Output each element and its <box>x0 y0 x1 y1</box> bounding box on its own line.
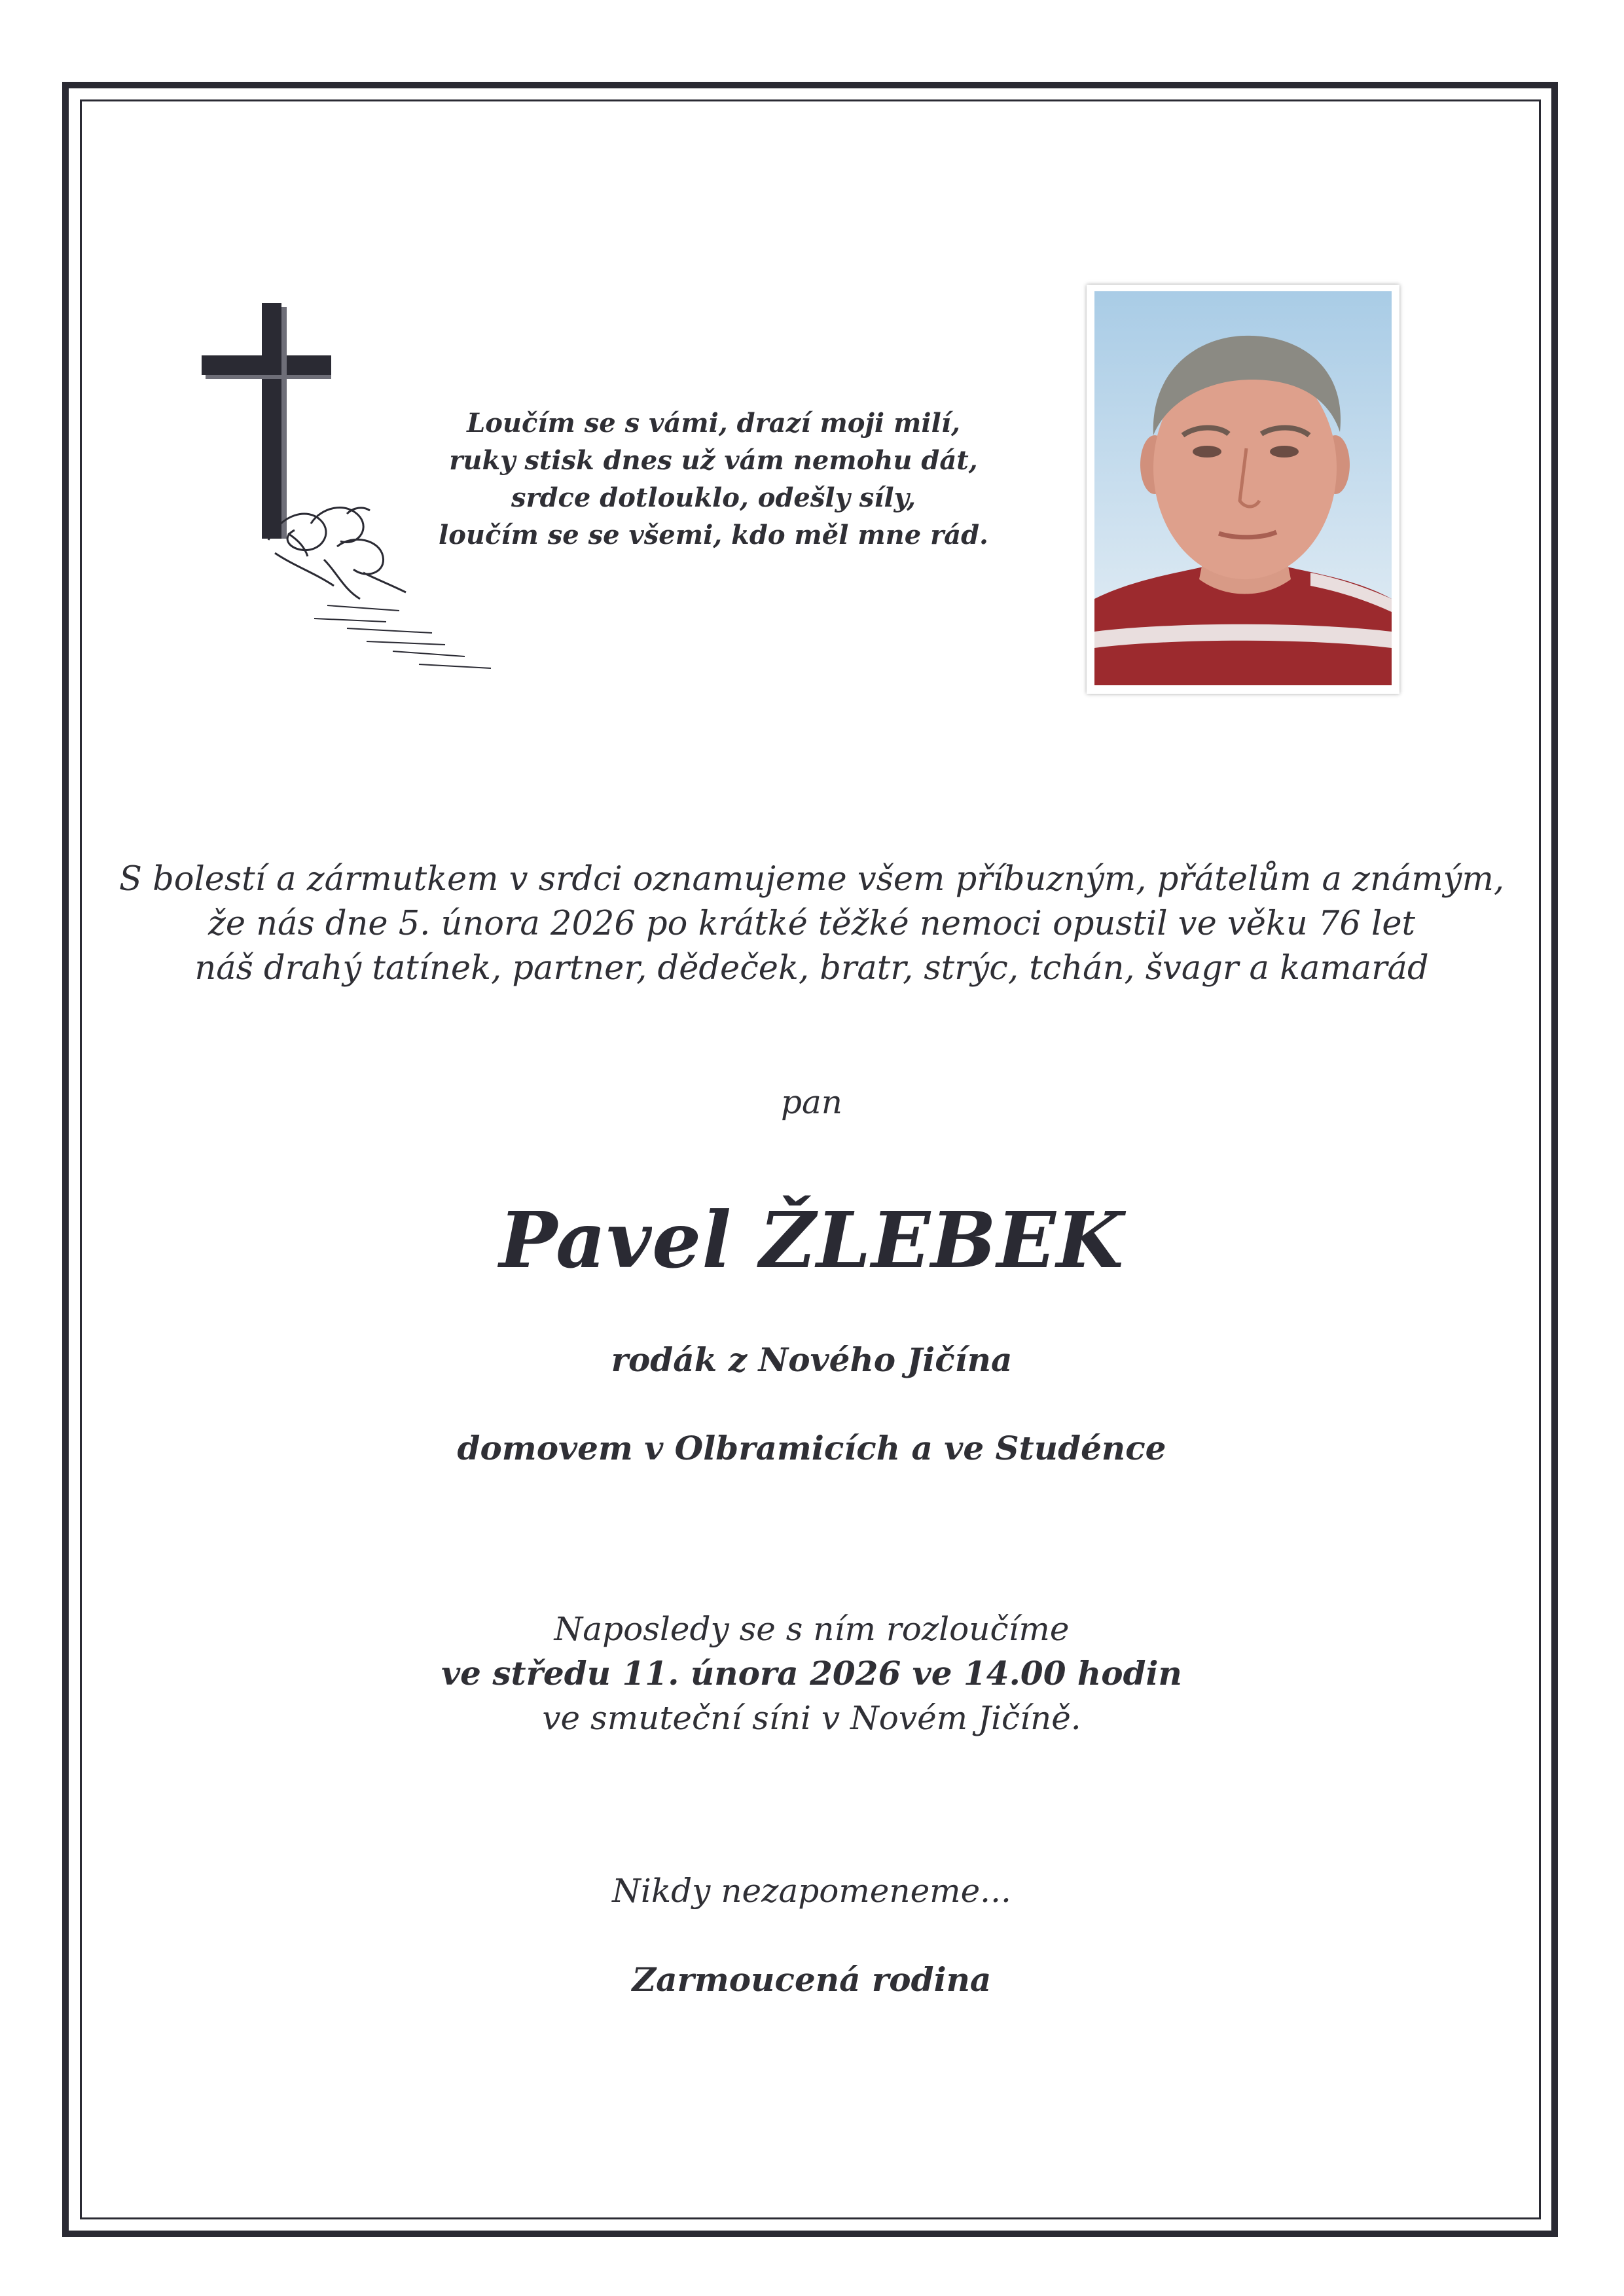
poem-line: loučím se se všemi, kdo měl mne rád. <box>439 520 988 550</box>
announcement <box>92 857 1532 991</box>
native-of: rodák z Nového Jičína <box>611 1340 1013 1379</box>
poem-line: ruky stisk dnes už vám nemohu dát, <box>449 445 978 476</box>
announcement-line: že nás dne 5. února 2026 po krátké těžké nemoci opustil ve věku 76 let <box>208 905 1416 943</box>
deceased-name: Pavel ŽLEBEK <box>499 1194 1125 1285</box>
funeral-intro: Naposledy se s ním rozloučíme <box>554 1610 1070 1648</box>
funeral-info <box>92 1607 1532 1740</box>
portrait-photo <box>1087 285 1399 694</box>
funeral-datetime: ve středu 11. února 2026 ve 14.00 hodin <box>441 1654 1182 1693</box>
poem-line: srdce dotlouklo, odešly síly, <box>511 482 916 513</box>
announcement-line: náš drahý tatínek, partner, dědeček, bratr, strýc, tchán, švagr a kamarád <box>194 949 1429 988</box>
announcement-line: S bolestí a zármutkem v srdci oznamujeme všem příbuzným, přátelům a známým, <box>118 860 1505 899</box>
portrait-image <box>1094 291 1392 685</box>
poem-line: Loučím se s vámi, drazí moji milí, <box>467 408 960 439</box>
home-places: domovem v Olbramicích a ve Studénce <box>457 1429 1166 1467</box>
poem <box>419 404 1008 554</box>
funeral-place: ve smuteční síni v Novém Jičíně. <box>542 1699 1081 1737</box>
title-word: pan <box>780 1083 843 1121</box>
signature: Zarmoucená rodina <box>632 1960 992 1999</box>
closing-line: Nikdy nezapomeneme... <box>612 1872 1011 1910</box>
